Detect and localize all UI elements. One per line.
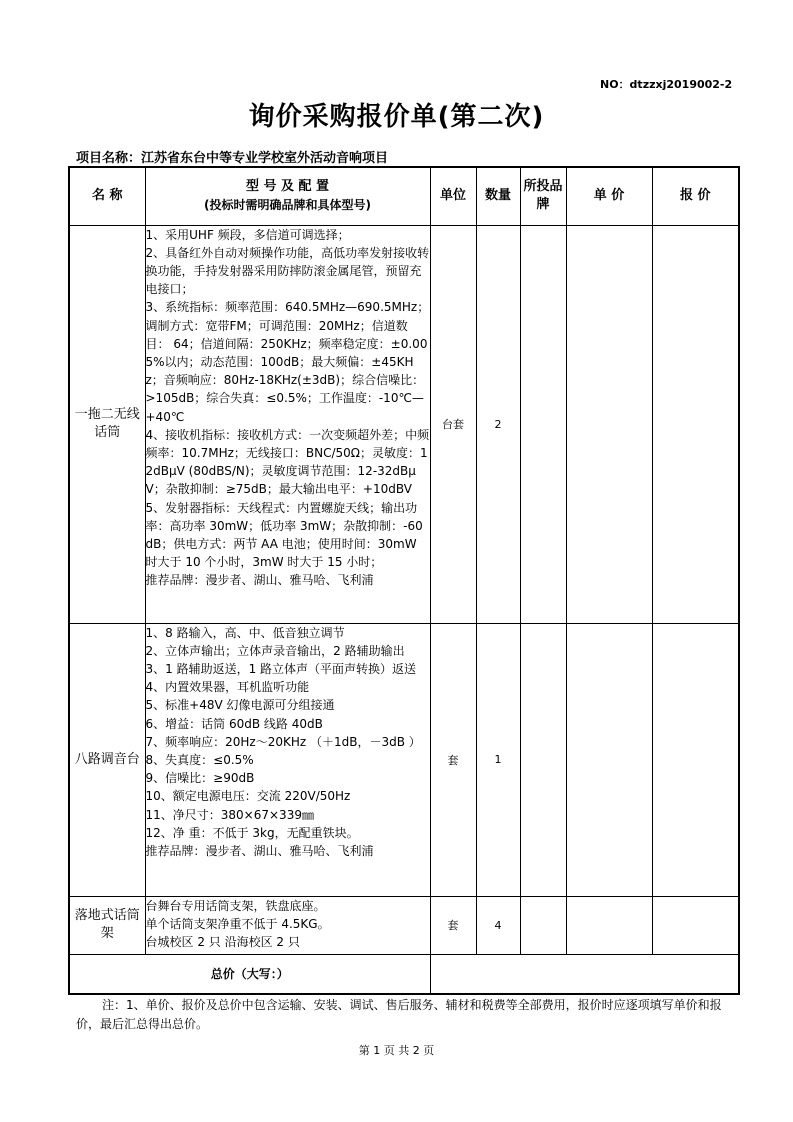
spec-line: 2、具备红外自动对频操作功能，高低功率发射接收转换功能，手持发射器采用防摔防滚金属尾管，预留充电接口；: [145, 245, 430, 297]
item-brand-cell[interactable]: [520, 896, 566, 954]
spec-line: 4、接收机指标：接收机方式：一次变频超外差；中频频率：10.7MHz；无线接口：BNC/50Ω；灵敏度：12dBμV (80dBS/N)；灵敏度调节范围：12-32dBμV；杂散抑制：≥75dB；最大输出电平：+10dBV: [145, 427, 430, 497]
item-quote-cell[interactable]: [652, 623, 739, 896]
item-qty: 1: [476, 623, 520, 896]
header-spec-subtitle: (投标时需明确品牌和具体型号): [204, 198, 371, 213]
header-name: 名 称: [69, 167, 145, 225]
spec-line: 5、发射器指标：天线程式：内置螺旋天线；输出功率：高功率 30mW；低功率 3mW；杂散抑制：-60dB；供电方式：两节 AA 电池；使用时间：30mW 时大于 10 个小时，3mW 时大于 15 小时；: [145, 500, 423, 570]
item-brand-cell[interactable]: [520, 225, 566, 623]
header-quote: 报 价: [652, 167, 739, 225]
item-name: 一拖二无线话筒: [69, 225, 145, 623]
table-row: [69, 623, 739, 896]
footnote: 注：1、单价、报价及总价中包含运输、安装、调试、售后服务、辅材和税费等全部费用，报价时应逐项填写单价和报价，最后汇总得出总价。: [76, 998, 722, 1031]
spec-line: 单个话筒支架净重不低于 4.5KG。: [145, 916, 330, 931]
item-quote-cell[interactable]: [652, 896, 739, 954]
item-qty: 2: [476, 225, 520, 623]
project-name: 项目名称：江苏省东台中等专业学校室外活动音响项目: [76, 151, 389, 166]
spec-line: 7、频率响应：20Hz～20KHz （＋1dB，－3dB ）: [145, 734, 421, 749]
spec-line: 5、标准+48V 幻像电源可分组接通: [145, 698, 335, 713]
spec-line: 台城校区 2 只 沿海校区 2 只: [145, 934, 300, 949]
total-value-cell[interactable]: [430, 954, 739, 994]
header-brand: 所投品牌: [520, 167, 566, 225]
header-spec-title: 型 号 及 配 置: [245, 179, 330, 195]
total-row: [69, 954, 739, 994]
spec-line: 12、净 重：不低于 3kg，无配重铁块。: [145, 825, 359, 840]
spec-line: 3、系统指标：频率范围：640.5MHz—690.5MHz；调制方式：宽带FM；可调范围：20MHz；信道数目： 64；信道间隔：250KHz；频率稳定度：±0.005%以内；动态范围：100dB；最大频偏：±45KHz；音频响应：80Hz-18KHz(±3dB)；综合信噪比：>105dB；综合失真：≤0.5%；工作温度：-10℃—+40℃: [145, 300, 430, 424]
spec-line: 1、采用UHF 频段，多信道可调选择；: [145, 227, 350, 242]
spec-line: 推荐品牌：漫步者、湖山、雅马哈、飞利浦: [145, 573, 374, 588]
spec-line: 1、8 路输入，高、中、低音独立调节: [145, 625, 345, 640]
spec-line: 推荐品牌：漫步者、湖山、雅马哈、飞利浦: [145, 843, 374, 858]
page-footer: 第 1 页 共 2 页: [358, 1044, 435, 1057]
spec-line: 6、增益：话筒 60dB 线路 40dB: [145, 716, 323, 731]
page-title: 询价采购报价单(第二次): [248, 102, 545, 132]
quotation-table: [68, 166, 740, 995]
item-spec: [145, 896, 430, 954]
item-quote-cell[interactable]: [652, 225, 739, 623]
table-row: [69, 225, 739, 623]
spec-line: 3、1 路辅助返送，1 路立体声（平面声转换）返送: [145, 661, 417, 676]
spec-line: 4、内置效果器，耳机监听功能: [145, 680, 310, 695]
item-unit: 套: [430, 896, 476, 954]
item-name: 八路调音台: [69, 623, 145, 896]
header-price: 单 价: [566, 167, 652, 225]
header-row: [69, 167, 739, 225]
item-brand-cell[interactable]: [520, 623, 566, 896]
item-qty: 4: [476, 896, 520, 954]
spec-line: 10、额定电源电压：交流 220V/50Hz: [145, 789, 351, 804]
total-label: 总价（大写：）: [69, 954, 430, 994]
header-spec: [145, 167, 430, 225]
item-price-cell[interactable]: [566, 623, 652, 896]
document-number: NO：dtzzxj2019002-2: [600, 78, 733, 91]
item-unit: 台套: [430, 225, 476, 623]
item-price-cell[interactable]: [566, 896, 652, 954]
header-unit: 单位: [430, 167, 476, 225]
spec-line: 9、信噪比：≥90dB: [145, 771, 255, 786]
item-price-cell[interactable]: [566, 225, 652, 623]
spec-line: 11、净尺寸：380×67×339㎜: [145, 807, 314, 822]
item-spec: [145, 623, 430, 896]
table-row: [69, 896, 739, 954]
header-qty: 数量: [476, 167, 520, 225]
spec-line: 2、立体声输出；立体声录音输出，2 路辅助输出: [145, 643, 405, 658]
spec-line: 台舞台专用话筒支架，铁盘底座。: [145, 898, 326, 913]
spec-line: 8、失真度：≤0.5%: [145, 752, 254, 767]
item-name: 落地式话筒架: [69, 896, 145, 954]
item-unit: 套: [430, 623, 476, 896]
item-spec: [145, 225, 430, 623]
